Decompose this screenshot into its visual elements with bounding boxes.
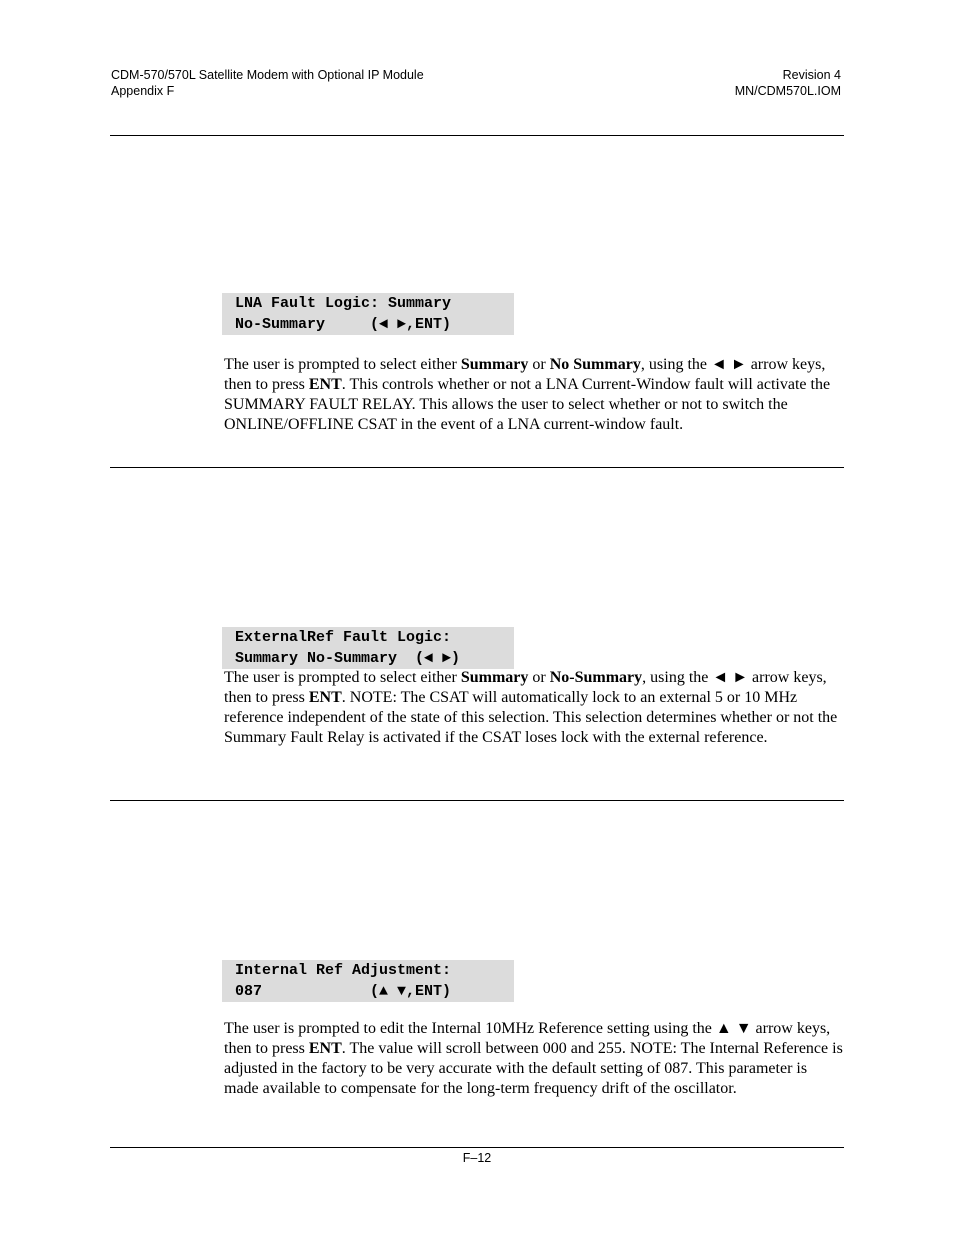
lcd-line-1: LNA Fault Logic: Summary <box>235 295 452 312</box>
text-run: . The value will scroll between 000 and 255. NOTE: The Internal Reference is adjusted in the factory to be very accurate with the default setting of 087. This parameter is made available to compensate for the long-term frequency drift of the oscillator. <box>224 1040 843 1097</box>
lcd-display-lna-fault-logic <box>222 293 514 335</box>
bold-term: No-Summary <box>549 669 643 686</box>
lcd-line-1: Internal Ref Adjustment: <box>235 962 452 979</box>
text-run: The user is prompted to edit the Internal 10MHz Reference setting using the ▲ ▼ arrow keys, then to press <box>224 1020 831 1057</box>
revision-label: Revision 4 <box>782 68 841 82</box>
text-run: or <box>528 669 550 686</box>
text-run: , using the ◄ ► arrow keys, then to press <box>224 356 826 393</box>
text-run: The user is prompted to select either <box>224 669 461 686</box>
section-divider <box>110 467 844 468</box>
footer-divider <box>110 1147 844 1148</box>
lcd-line-2: 087 (▲ ▼,ENT) <box>235 983 452 1000</box>
text-run: . This controls whether or not a LNA Current-Window fault will activate the SUMMARY FAULT RELAY. This allows the user to select whether or not to switch the ONLINE/OFFLINE CSAT in the event of a LNA current-window fault. <box>224 376 831 433</box>
lcd-display-internal-ref-adjustment <box>222 960 514 1002</box>
document-title: CDM-570/570L Satellite Modem with Optional IP Module <box>111 68 424 82</box>
text-run: . NOTE: The CSAT will automatically lock to an external 5 or 10 MHz reference independent of the state of this selection. This selection determines whether or not the Summary Fault Relay is activated if the CSAT loses lock with the external reference. <box>224 689 838 746</box>
document-id: MN/CDM570L.IOM <box>734 84 841 98</box>
text-run: , using the ◄ ► arrow keys, then to press <box>224 669 827 706</box>
bold-term: Summary <box>460 669 529 686</box>
description-internal-ref-adjustment <box>224 1019 844 1099</box>
bold-term: No Summary <box>549 356 641 373</box>
header-divider <box>110 135 844 136</box>
description-lna-fault-logic <box>224 355 844 435</box>
appendix-label: Appendix F <box>111 84 175 98</box>
lcd-display-externalref-fault-logic <box>222 627 514 669</box>
lcd-line-2: No-Summary (◄ ►,ENT) <box>235 316 452 333</box>
header-left <box>111 67 424 99</box>
text-run: or <box>528 356 550 373</box>
lcd-line-1: ExternalRef Fault Logic: <box>235 629 452 646</box>
section-divider <box>110 800 844 801</box>
bold-term: Summary <box>460 356 529 373</box>
description-externalref-fault-logic <box>224 668 844 748</box>
page-number: F–12 <box>462 1151 492 1165</box>
lcd-line-2: Summary No-Summary (◄ ►) <box>235 650 461 667</box>
bold-term: ENT <box>308 689 342 706</box>
header-right <box>735 67 841 99</box>
bold-term: ENT <box>308 376 342 393</box>
text-run: The user is prompted to select either <box>224 356 461 373</box>
bold-term: ENT <box>308 1040 342 1057</box>
